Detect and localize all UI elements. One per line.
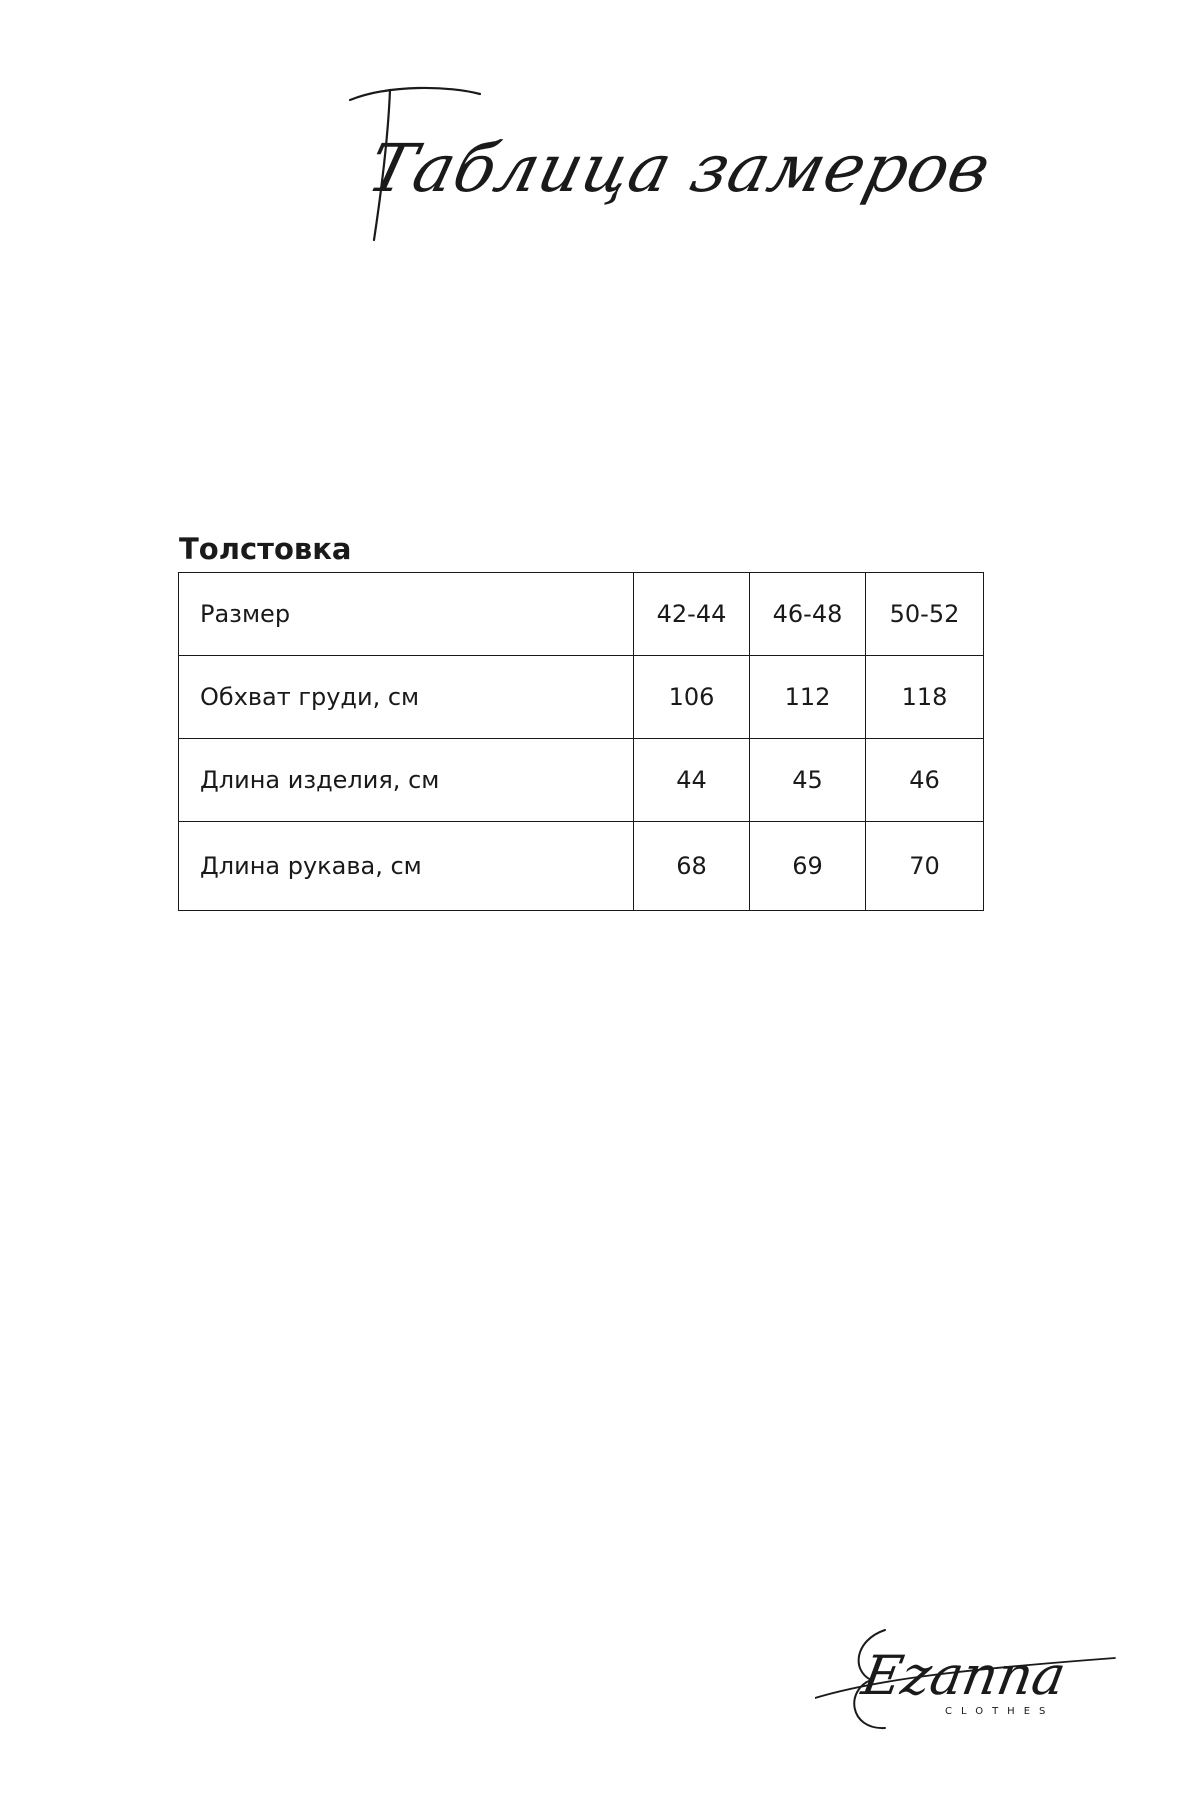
section-title: Толстовка bbox=[179, 532, 352, 566]
row-label: Обхват груди, см bbox=[179, 656, 634, 739]
table-cell: 69 bbox=[750, 822, 866, 911]
row-label: Длина изделия, см bbox=[179, 739, 634, 822]
row-label: Длина рукава, см bbox=[179, 822, 634, 911]
table-cell: 42-44 bbox=[634, 573, 750, 656]
table-cell: 68 bbox=[634, 822, 750, 911]
table-row bbox=[179, 573, 984, 656]
table-cell: 45 bbox=[750, 739, 866, 822]
row-label: Размер bbox=[179, 573, 634, 656]
size-table bbox=[178, 572, 984, 911]
logo-subtitle: CLOTHES bbox=[945, 1706, 1055, 1717]
table-row bbox=[179, 656, 984, 739]
table-cell: 112 bbox=[750, 656, 866, 739]
table-row bbox=[179, 739, 984, 822]
table-row bbox=[179, 822, 984, 911]
table-cell: 118 bbox=[866, 656, 984, 739]
table-cell: 50-52 bbox=[866, 573, 984, 656]
logo-wordmark: Ezanna bbox=[857, 1644, 1071, 1707]
page-title-block bbox=[0, 60, 1200, 260]
table-cell: 46 bbox=[866, 739, 984, 822]
table-cell: 106 bbox=[634, 656, 750, 739]
page-title: Таблица замеров bbox=[360, 130, 999, 207]
brand-logo bbox=[815, 1600, 1135, 1760]
table-cell: 44 bbox=[634, 739, 750, 822]
table-cell: 46-48 bbox=[750, 573, 866, 656]
table-cell: 70 bbox=[866, 822, 984, 911]
